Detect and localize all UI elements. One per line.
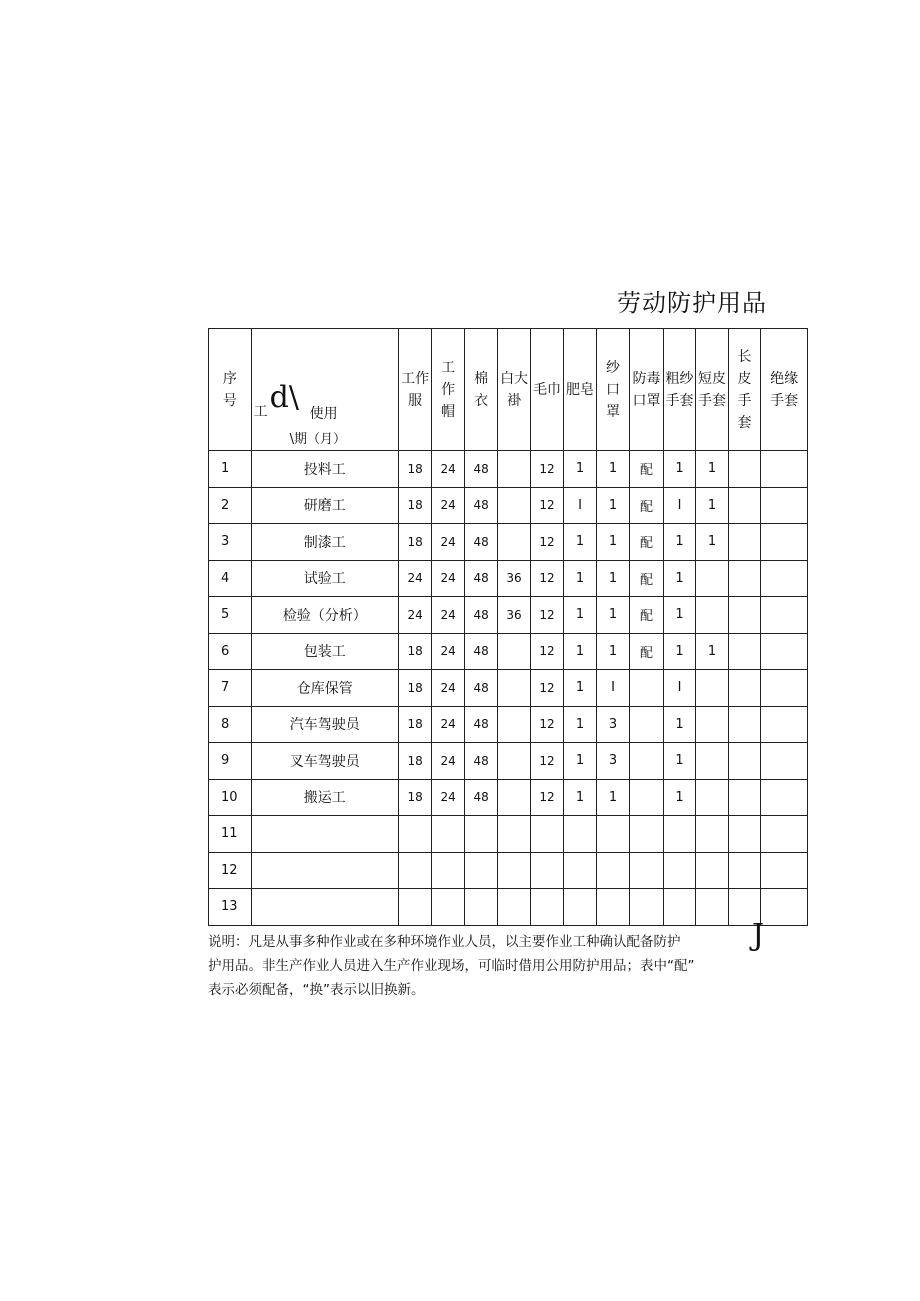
header-col: 肥皂 — [564, 329, 596, 451]
table-row — [209, 816, 808, 853]
table-cell — [728, 779, 760, 816]
table-cell: 24 — [432, 487, 464, 524]
table-row — [209, 560, 808, 597]
table-cell: 48 — [464, 743, 498, 780]
page-title: 劳动防护用品 — [617, 289, 767, 317]
header-col: 纱口罩 — [596, 329, 630, 451]
header-col: 绝缘手套 — [761, 329, 808, 451]
table-cell — [728, 743, 760, 780]
table-cell: 1 — [663, 743, 695, 780]
table-cell — [498, 706, 530, 743]
table-cell: 配 — [630, 451, 664, 488]
table-cell — [398, 816, 432, 853]
table-cell — [761, 779, 808, 816]
table-cell — [498, 670, 530, 707]
table-cell — [663, 816, 695, 853]
table-cell — [398, 852, 432, 889]
table-cell — [728, 524, 760, 561]
table-cell: 3 — [596, 706, 630, 743]
table-cell: 12 — [530, 451, 564, 488]
table-cell: 24 — [432, 524, 464, 561]
table-cell: 1 — [596, 524, 630, 561]
table-cell — [728, 706, 760, 743]
table-cell — [432, 816, 464, 853]
table-cell — [498, 816, 530, 853]
job-type: 搬运工 — [251, 779, 398, 816]
table-cell: I — [564, 487, 596, 524]
table-cell — [696, 816, 728, 853]
table-cell: 12 — [530, 779, 564, 816]
header-col: 棉衣 — [464, 329, 498, 451]
table-cell — [596, 889, 630, 926]
table-cell — [696, 743, 728, 780]
table-cell: 18 — [398, 633, 432, 670]
table-cell: 12 — [530, 670, 564, 707]
table-cell: I — [663, 487, 695, 524]
row-number: 9 — [209, 743, 252, 780]
table-cell: 48 — [464, 633, 498, 670]
table-cell — [564, 889, 596, 926]
row-number: 4 — [209, 560, 252, 597]
table-cell — [728, 852, 760, 889]
table-cell: 1 — [564, 633, 596, 670]
row-number: 12 — [209, 852, 252, 889]
table-row — [209, 451, 808, 488]
table-cell: 1 — [564, 560, 596, 597]
table-cell — [761, 816, 808, 853]
table-cell: 配 — [630, 524, 664, 561]
table-row — [209, 779, 808, 816]
table-row — [209, 852, 808, 889]
table-cell — [464, 816, 498, 853]
table-cell: 24 — [432, 451, 464, 488]
table-cell — [663, 852, 695, 889]
job-type: 制漆工 — [251, 524, 398, 561]
row-number: 6 — [209, 633, 252, 670]
row-number: 11 — [209, 816, 252, 853]
row-number: 13 — [209, 889, 252, 926]
table-cell: 48 — [464, 779, 498, 816]
table-cell — [630, 852, 664, 889]
table-cell — [728, 487, 760, 524]
table-row — [209, 670, 808, 707]
table-cell: 1 — [596, 633, 630, 670]
table-cell: 配 — [630, 597, 664, 634]
table-cell: 1 — [663, 779, 695, 816]
table-cell: 24 — [398, 597, 432, 634]
table-cell: 1 — [596, 597, 630, 634]
header-col: 粗纱手套 — [663, 329, 695, 451]
job-type: 检验（分析） — [251, 597, 398, 634]
table-cell — [498, 743, 530, 780]
table-cell — [498, 633, 530, 670]
table-cell: 24 — [432, 706, 464, 743]
table-cell — [728, 597, 760, 634]
table-cell: 48 — [464, 670, 498, 707]
header-col: 工作帽 — [432, 329, 464, 451]
table-row — [209, 706, 808, 743]
table-cell — [761, 451, 808, 488]
table-row — [209, 633, 808, 670]
explanation-note — [208, 930, 788, 1002]
corner-label-d: \期（月） — [289, 431, 347, 447]
note-mark: J — [752, 918, 765, 953]
table-cell: 18 — [398, 524, 432, 561]
table-cell — [761, 670, 808, 707]
table-cell — [464, 889, 498, 926]
table-cell: 18 — [398, 670, 432, 707]
table-cell — [761, 597, 808, 634]
table-cell — [498, 852, 530, 889]
job-type — [251, 889, 398, 926]
header-col: 长皮手套 — [728, 329, 760, 451]
table-cell: 18 — [398, 487, 432, 524]
table-cell: 1 — [564, 670, 596, 707]
table-cell: 1 — [564, 524, 596, 561]
table-cell — [596, 852, 630, 889]
table-row — [209, 743, 808, 780]
table-header-row — [209, 329, 808, 451]
table-cell: 配 — [630, 560, 664, 597]
table-cell: 1 — [663, 597, 695, 634]
table-cell: 1 — [596, 451, 630, 488]
table-cell — [696, 560, 728, 597]
table-cell: 3 — [596, 743, 630, 780]
table-cell — [761, 706, 808, 743]
table-cell — [630, 779, 664, 816]
table-cell: 12 — [530, 743, 564, 780]
table-cell: 24 — [432, 597, 464, 634]
table-cell — [696, 706, 728, 743]
table-cell — [564, 852, 596, 889]
table-cell — [663, 889, 695, 926]
table-cell: 36 — [498, 597, 530, 634]
table-cell: 1 — [564, 451, 596, 488]
table-cell: 18 — [398, 743, 432, 780]
table-cell: 18 — [398, 706, 432, 743]
table-cell: 1 — [596, 560, 630, 597]
table-cell: 24 — [432, 743, 464, 780]
note-line-2: 护用品。非生产作业人员进入生产作业现场，可临时借用公用防护用品；表中“配” — [208, 958, 695, 974]
table-row — [209, 524, 808, 561]
job-type — [251, 852, 398, 889]
corner-label-b: d\ — [269, 379, 299, 415]
table-cell — [630, 889, 664, 926]
header-col: 毛巾 — [530, 329, 564, 451]
table-cell: 1 — [596, 487, 630, 524]
table-cell: 24 — [432, 560, 464, 597]
table-cell: 1 — [663, 524, 695, 561]
header-seq: 序号 — [209, 329, 252, 451]
table-cell: 配 — [630, 487, 664, 524]
table-cell: 1 — [564, 779, 596, 816]
table-cell — [530, 852, 564, 889]
job-type: 叉车驾驶员 — [251, 743, 398, 780]
table-cell — [728, 451, 760, 488]
table-cell: 1 — [596, 779, 630, 816]
table-cell — [630, 706, 664, 743]
note-line-3: 表示必须配备，“换”表示以旧换新。 — [208, 982, 425, 998]
table-cell: 48 — [464, 524, 498, 561]
table-cell: 48 — [464, 487, 498, 524]
table-cell: 1 — [696, 633, 728, 670]
table-cell: 48 — [464, 451, 498, 488]
table-cell — [761, 560, 808, 597]
table-cell — [728, 816, 760, 853]
job-type: 汽车驾驶员 — [251, 706, 398, 743]
table-cell — [696, 889, 728, 926]
table-cell — [498, 779, 530, 816]
job-type: 包装工 — [251, 633, 398, 670]
table-cell: 1 — [564, 706, 596, 743]
job-type: 投料工 — [251, 451, 398, 488]
table-row — [209, 597, 808, 634]
table-cell: 1 — [564, 743, 596, 780]
table-cell: 1 — [663, 451, 695, 488]
table-cell: 配 — [630, 633, 664, 670]
table-row — [209, 487, 808, 524]
protective-equipment-table-container — [208, 328, 799, 928]
table-cell: 48 — [464, 706, 498, 743]
corner-label-c: 使用 — [309, 405, 338, 422]
corner-label-a: 工 — [253, 403, 268, 420]
table-cell — [498, 487, 530, 524]
table-cell: 12 — [530, 560, 564, 597]
table-cell — [761, 889, 808, 926]
table-cell: 12 — [530, 524, 564, 561]
table-cell — [696, 670, 728, 707]
table-cell — [432, 852, 464, 889]
table-cell — [696, 779, 728, 816]
table-cell — [761, 487, 808, 524]
row-number: 1 — [209, 451, 252, 488]
header-col: 工作服 — [398, 329, 432, 451]
row-number: 3 — [209, 524, 252, 561]
table-cell: 1 — [663, 706, 695, 743]
table-cell — [728, 633, 760, 670]
header-col: 防毒口罩 — [630, 329, 664, 451]
table-cell: 1 — [663, 633, 695, 670]
table-cell: 24 — [432, 779, 464, 816]
table-cell — [696, 597, 728, 634]
table-cell — [398, 889, 432, 926]
table-cell: 1 — [564, 597, 596, 634]
table-cell — [530, 816, 564, 853]
row-number: 7 — [209, 670, 252, 707]
table-cell: 24 — [432, 670, 464, 707]
table-cell: 1 — [696, 524, 728, 561]
table-cell — [432, 889, 464, 926]
table-cell: 24 — [398, 560, 432, 597]
table-cell — [530, 889, 564, 926]
table-cell: 12 — [530, 706, 564, 743]
row-number: 10 — [209, 779, 252, 816]
table-cell: 12 — [530, 487, 564, 524]
protective-equipment-table — [208, 328, 808, 926]
table-cell: 1 — [663, 560, 695, 597]
table-cell — [630, 816, 664, 853]
table-cell — [464, 852, 498, 889]
header-col: 白大褂 — [498, 329, 530, 451]
table-cell — [498, 524, 530, 561]
table-cell: I — [663, 670, 695, 707]
table-cell — [761, 524, 808, 561]
table-cell: 48 — [464, 597, 498, 634]
table-cell: I — [596, 670, 630, 707]
note-line-1: 说明：凡是从事多种作业或在多种环境作业人员，以主要作业工种确认配备防护 — [208, 934, 681, 950]
job-type: 仓库保管 — [251, 670, 398, 707]
table-cell — [761, 743, 808, 780]
job-type: 研磨工 — [251, 487, 398, 524]
header-corner-cell — [251, 329, 398, 451]
table-cell: 48 — [464, 560, 498, 597]
table-cell — [761, 852, 808, 889]
table-cell — [498, 889, 530, 926]
row-number: 8 — [209, 706, 252, 743]
table-cell — [761, 633, 808, 670]
table-cell: 36 — [498, 560, 530, 597]
table-cell: 12 — [530, 597, 564, 634]
table-cell — [498, 451, 530, 488]
table-body — [209, 451, 808, 926]
table-cell: 1 — [696, 451, 728, 488]
table-cell: 24 — [432, 633, 464, 670]
table-cell — [630, 743, 664, 780]
job-type — [251, 816, 398, 853]
table-cell — [630, 670, 664, 707]
table-cell: 1 — [696, 487, 728, 524]
job-type: 试验工 — [251, 560, 398, 597]
table-cell: 18 — [398, 451, 432, 488]
header-col: 短皮手套 — [696, 329, 728, 451]
table-cell — [728, 670, 760, 707]
row-number: 5 — [209, 597, 252, 634]
row-number: 2 — [209, 487, 252, 524]
table-cell — [596, 816, 630, 853]
table-cell — [728, 560, 760, 597]
table-cell: 18 — [398, 779, 432, 816]
table-cell — [564, 816, 596, 853]
table-row — [209, 889, 808, 926]
table-cell — [696, 852, 728, 889]
table-cell: 12 — [530, 633, 564, 670]
